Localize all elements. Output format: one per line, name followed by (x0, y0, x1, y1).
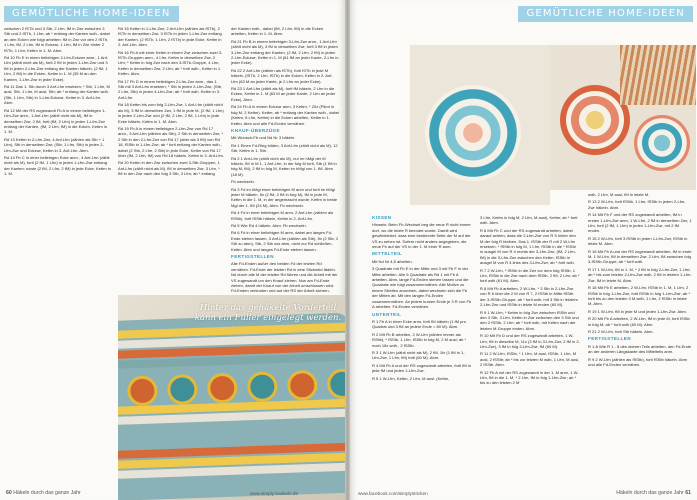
right-page-number: 61 (685, 490, 691, 496)
instruction-paragraph: Rd 21 Fb B in einem beliebigen 3-Lfm-Zwr anm., 1 Anf-Lfm (zählt nicht als M), 3 fM in denselben Zwr, fortl 3 fM in jeden 3-Lfm-Zwr entlang der Kanten, (2 fM, 2 Lfm, 2 fM) in jeden 2-Lfm-Eckzwr, Kettm in 1. M (61 fM an jeder Kante, 2-Lfm in jeder Ecke). (231, 38, 339, 66)
left-column-3 (231, 26, 339, 296)
instruction-paragraph: R 9 1 W-Lfm, * Kettm in folg Zwr zwischen fSStb und den 3 Stb, 3 Lfm, Kettm in Zwr zwischen den 3 Stb und den 2 fSStb, 2 Lfm; ab * fortl wdh, mit Kettm nach der letzten M-Gruppe enden. Abm. (480, 309, 579, 331)
right-page (350, 0, 697, 500)
instruction-paragraph: R 8 Mit Fb A arbeiten, 2 W-Lfm, * 3 Stb in 2-Lfm-Zwr von R 6 über die 2 M von R 7, 2 fSStb in Mitte fSStb der 3-fSStb-Gruppe; ab * fortl wdh, mit 3 Stb in letztem 2-Lfm-Zwr und fSStb in letzte M enden (60 M). (480, 285, 578, 308)
section-heading: KISSEN (372, 215, 392, 220)
instruction-paragraph: Rd 23 1 Anf-Lfm (zählt als M), fortl fM häkeln, 2 Lfm in die Ecken, Kettm in 1. M (63 M an jeder Kante, 2 Lfm an jeder Ecke). Abm. (231, 86, 336, 102)
right-footer-url: www.facebook.com/simplystricken (358, 491, 428, 496)
pillow-photo (118, 295, 345, 500)
instruction-paragraph: R 11 2 W-Lfm, fSStb, * 1 Lfm, M ausl, fSStb, 1 Lfm, M ausl, 2 fSStb; ab * bis zur letzten M wdh, 1 Lfm, M ausl, 2 fSStb. Abm. (480, 351, 580, 368)
instruction-paragraph: R 5 1 W-Lfm, Kettm, 2 Lfm, M ausl. (Kettm, (372, 375, 450, 381)
instruction-paragraph: R 13 2 W-Lfm, fortl fSStb, 1 Lfm, fSStb in jeden 2-Lfm-Zwr häkeln. Abm. (588, 199, 686, 210)
instruction-paragraph: R 14 Mit Fb F und der RS zugewandt arbeiten, fM in ersten 1-Lfm-Zwr anm, 1 W-Lfm, 2 fM in denselben Zwr, 1 Lfm, fortl (2 fM, 1 Lfm) in jeden 1-Lfm-Zwr, mit 2 fM enden. (588, 212, 692, 234)
instruction-paragraph: R 7 2 W-Lfm, * fSStb in die Zwr vor dem folg fSStb, 1 Lfm, fSStb in die Zwr nach dem fSStb, 2 fM, 2 Lfm; ab * fortl wdh (61 M). Abm. (480, 267, 580, 284)
coaster-photo-mid (550, 45, 696, 190)
instruction-paragraph: Rd 10 Fb E in einen beliebigen 2-Lfm-Eckzwr anm., 1 Anf-Lfm (zählt nicht als M), fortl 2 fM in jeden 1-Lfm-Zwr und 3 fM in jeden 2-Lfm-Zwr entlang der Kanten häkeln, (2 fM, 1 Lfm, 2 fM) in die Ecken, Kettm in 1. M (35 M an den Kanten, 1-Lfm-Zwr in jeder Ecke). (4, 55, 109, 82)
instruction-paragraph: Rd 16 Fb A mit einer Kettm in einem Zwr zwischen zwei 3-fSTb-Gruppen anm., 4 Lfm, Kettm in denselben Zwr, 2 Lfm; * Kettm in folg Zwr nach den 3-fSTb-Gruppe, 4 Lfm, Kettm in denselben Zwr, 2 Lfm; ab * fortl wdh., Kettm in 1. Kettm. Abm. (118, 49, 223, 77)
instruction-paragraph: 3 Quadrate mit Fb E in der Mitte und 3 mit Fb F in der Mitte arbeiten. Alle 6 Quadrate als Rd 1 mit Fb A arbeiten. Abm, lange Fd-Enden stehen lassen und die Quadrate wie folgt zusammennähen: Alle Motive zu einem Streifen anordnen, dabei wechseln sich die Fb der Mitten ab. Mit den langen Fd-Enden zusammennähen. An jedem kurzen Ende je 3 R von Fb A arbeiten. Fd-Enden vernähen. (372, 266, 472, 310)
instruction-paragraph: R 3 1 W-Lfm (zählt nicht als M), 2 fM, 1fx (1 fM in 1-Lfm-Zwr, 1 Lfm, fM) fortl (60 M). Abm. (372, 349, 465, 361)
coaster-1 (425, 85, 521, 181)
left-column-1 (4, 26, 111, 179)
left-header-tab: GEMÜTLICHE HOME-IDEEN (4, 6, 179, 22)
instruction-paragraph: Rd 18 Kettm bis zum folg 2-Lfm-Zwr, 1 Anf-Lfm (zählt nicht als M), 3 fM in denselben Zwr, 1 fM in jede M, (2 fM, 1 Lfm) in jeden 2-Lfm-Zwr und (2 fM, 2 Lfm, 2 fM, 1 Lfm) in jede Ecke häkeln, Kettm in 1. M. Abm. (118, 102, 224, 124)
instruction-paragraph: Rd 4 Fd in einer beliebigen M anm, 2 Anf-Lfm (zählen als fSStb), fortl fSStb häkeln, Kettm in 2. Anf-Lfm. (231, 210, 334, 221)
instruction-paragraph: Rd 19 Fb A in einem beliebigen 2-Lfm-Zwr von Rd 17 anm., 3 Anf-Lfm (zählen als Stb), 2 Stb in denselben Zwr, * 2 Stb in den 2-Lfm-Zwr von Rd 17 (aber als 3 fM) von Rd 18, fSStb in 1-Lfm-Zwr; ab * fortl entlang der Kanten wdh., dabei (2 Stb, 2 Lfm, 2 Stb) in jede Ecke, Kettm von Rd 17 über (fM, 2 Lfm, fM) von Rd 18 häkeln. Kettm in 3. Anf-Lfm. (118, 125, 224, 158)
instruction-paragraph: Rd 5 Wie Rd 4 häkeln. Abm. Fb wechseln. (231, 223, 307, 228)
instruction-paragraph: Rd 12 Mit der RS zugewandt Fb A in einem beliebigen 1-Lfm-Zwr anm., 1 Anf-Lfm (zählt nicht als M), fM in denselben Zwr, 2 fM, fortl (fM, 2 Lfm) in jeden 1-Lfm-Zwr entlang der Kanten, (fM, 2 Lfm, fM) in die Ecken, Kettm in 1. M. (4, 107, 108, 135)
right-column-2 (480, 215, 580, 388)
wooden-sticks (620, 45, 696, 105)
instruction-paragraph: R 15 2 W-Lfm, fortl 3 fSStb in jeden 1-Lfm-Zwr, fSStb in letzte M. Abm. (588, 235, 688, 247)
coaster-photo-wide (410, 45, 550, 205)
instruction-paragraph: R 17 1 W-Lfm, fM in 1. M, * 2 fM in folg 2-Lfm-Zwr, 1 Lfm; ab * bis zum letzten 2-Lfm-Zwr wdh, 2 fM in letzten 1-Lfm-Zwr, fM in letzte M. Abm. (588, 266, 692, 283)
instruction-paragraph: Rd 17 Fb D in einem beliebigen 2-Lfm-Zwr anm., das 1. Stb mit 3 Anf-Lfm ersetzen; * Stb in jeden 2-Lfm-Zwr, (Stb, 2 Lfm, Stb) in jeden 4-Lfm-Zwr; ab * fortl wdh. Kettm in 3. Anf-Lfm. (118, 78, 223, 100)
instruction-paragraph: R 1 Fb A in einer Ecke anm, fortl fM häkeln (1 fM pro Quadrat und 3 fM an jedem Ende = 60 M). Abm. (372, 318, 467, 330)
instruction-paragraph: Fb wechseln. (231, 179, 255, 185)
instruction-paragraph: Rd 14 Fb C in einer beliebigen Ecke anm., 4 Anf-Lfm (zählt nicht als M), fortl (2 fM, 1 Lfm) in jeden 1-Lfm-Zwr entlang der Kanten; sowie (2 fM, 2 Lfm, 2 fM) in jede Ecke, Kettm in 1. M. (4, 154, 111, 177)
instruction-paragraph: wdh, 2 Lfm, M ausl, fM in letzte M. (588, 192, 650, 197)
instruction-paragraph: Rd 22 2 Anf-Lfm (zählen als fSTb), fortl fSTb in jede M häkeln, (fSTb, 2 Lfm, fSTb) in die Ecken, Kettm in 2. Anf-Lfm (63 M an jeder Kante, je 2 Lfm an jeder Ecke). (231, 67, 333, 84)
right-header-tab: GEMÜTLICHE HOME-IDEEN (518, 6, 693, 22)
left-page-number: 60 (6, 490, 12, 496)
section-heading: FERTIGSTELLEN (231, 254, 274, 260)
instruction-paragraph: zwischen 2 fSTb und 3 Stb, 2 Lfm, fM in Zwr zwischen 3 Stb und 2 fSTb, 1 Lfm; ab * entlang der Kanten wdh., dabei an den Ecken wie folgt arbeiten: fM in Zwr vor den 2 fSTb, 1 Lfm, fM, 2 Lfm, fM in Eckzwr, 1 Lfm, fM in Zwr hinter 2 fSTb, 1 Lfm; Kettm in 1. M. Abm. (4, 26, 110, 53)
left-footer (6, 490, 81, 496)
instruction-paragraph: Mit Wunsch-Fb und Nd Nr 3 häkeln. (231, 135, 296, 141)
right-footer (616, 490, 691, 496)
instruction-paragraph: Alle Fd-Enden außer den beiden Fd der letzten Rd vernähen. Fd-Ende der letzten Rd in eine Stickneld fädeln. Nd durch alle M der letzten Rd führen und die Arbeit mit der VS zugewandt um den Knauf ziehen. Nun am Fd-Ende ziehen, damit der Knauf von der Arbeit umschlossen wird. Fd-Enden verknoten und auf der RS der Arbeit sichern. (231, 261, 338, 294)
left-page (0, 0, 345, 500)
coaster-3 (634, 115, 690, 171)
instruction-paragraph: Rd 1 Einen Fd-Ring bilden, 3 Anf-Lfm (zählt nicht als M), 12 Stb, Kettm in 1. Stb. (231, 142, 338, 154)
photo-caption: Hinter das gehäkelte Vorderteil kann ein Füller eingelegt werden. (194, 303, 342, 323)
instruction-paragraph: R 6 Mit Fb C und der RS zugewandt arbeiten, dabei darauf achten, dass die 2-Lfm-Zwr von R 5 hinter den M der folg R bleiben. Das 1. fSStb der R mit 2 W-Lfm ersetzen. * fSStb in folg M, 1 Lfm, fSStb in die * fSStb in ausgel M von R 4 rechts der 3-Lfm-Zwr, (fM, 2 Lfm, fM) in die 3-Lfm-Zwr zwischen den Kettm, fSStb in ausgel M von R 4 links des 3-Lfm-Zwr; ab * fortl wdh. (480, 227, 576, 266)
right-column-1 (372, 215, 472, 383)
instruction-paragraph: Rd 13 Kettm in 2-Lfm-Zwr, 4 Anf-Lfm (zählen als Stb + 1 Lfm), Stb in denselben Zwr, (Stb, 1 Lfm, Stb) in jeden 2-Lfm-Zwr und Eckzwr, Kettm in 3. Anf-Lfm. Abm. (4, 136, 105, 153)
instruction-paragraph: R 20 Mit Fb A arbeiten, 2 W-Lfm, fM in jede M, fortl fSStb in folg M; ab * fortl wdh (60 M). Abm. (588, 316, 690, 327)
instruction-paragraph: der Kanten wdh., dabei (fM, 2 Lfm, fM) in die Ecken arbeiten, Kettm in 1. M. Abm. (231, 26, 324, 37)
instruction-paragraph: R 19 1 W-Lfm, fM in jede M und jeden 1-Lfm-Zwr. Abm. (588, 308, 687, 314)
crochet-cushion (118, 313, 345, 500)
instruction-paragraph: R 4 Mit Fb A und der RS zugewandt arbeiten, fortl fM in jede fM und jeden 1-Lfm-Zwr. (372, 362, 471, 374)
instruction-paragraph: Rd 24 Fb A in einem Eckzwr anm, 3 Kettm, * 20x (Pikot in folg M, 2 Kettm). Kettm; ab * entlang der Kanten wdh., dabei (Kettm, 6 Lfm, Kettm) in die Ecken arbeiten, Kettm in 1. Kettm. Abm und alle Fd-Enden vernähen. (231, 104, 339, 126)
instruction-paragraph: Rd 6 Fd in einer beliebigen M anm, dabei am langen Fd-Ende stehen lassen, 3 Anf-Lfm (zählen als Stb), 5x (2 Stb, 2 Stb zu abm), Stb, 2 Stb zus abm, nicht zur Rd schließen, Kettm. Abm und langes Fd-Ende stehen lassen. (231, 230, 339, 252)
instruction-paragraph: Rd 2 1 Anf-Lfm (zählt nicht als M), nur im hMgl der M häkeln, fM in M 1, 1 Anf-Lfm, in der folg M fortl, Stb (1 fM in folg M, fM), 2 fM in folg M, Kettm im hMgl von 1. fM. Abm (18 M). (231, 155, 337, 177)
instruction-paragraph: Rd 20 Kettm in den Zwr zwischen zwei 3-Stb-Gruppen, 1 Anf-Lfm (zählt nicht als M), fM in denselben Zwr, 3 Lfm, * fM in den Zwr nach den folg 3 Stb, 3 Lfm; ab * entlang (118, 160, 220, 177)
instruction-paragraph: R 12 Fb A mit der RS zugewandt in der 1. M anm, 1 W-Lfm, fM in die 1. M, * 2 Lfm, fM in folg 1-Lfm-Zwr; ab * bis zu den letzten 2 M (480, 369, 579, 386)
section-heading: FERTIGSTELLEN (588, 336, 631, 342)
instruction-paragraph: 3 Lfm, Kettm in folg M, 2 Lfm, M ausl), Kettm; ab * fortl wdh. Abm. (480, 215, 578, 226)
section-heading: KNAUF-ÜBERZÜGE (231, 127, 280, 133)
section-heading: UNTERTEIL (372, 311, 402, 317)
instruction-paragraph: Rd 15 Kettm in 1-Lfm-Zwr, 2 Anf-Lfm (zählen als fSTb), 2 fSTb in denselben Zwr, 3 fSTb in jeden 1-Lfm-Zwr entlang der Kanten, (2 fSTb, 1 Lfm, 2 fSTb) in jede Ecke, Kettm in 2. Anf-Lfm. Abm. (118, 26, 222, 48)
instruction-paragraph: R 16 Mit Fb A und der RS zugewandt arbeiten, fM in erste M, 1 W-Lfm, fM in derselben Zwr, 2 Lfm, fM zwischen folg 3-fSStb-Gruppe; ab * fortl wdh. (588, 248, 692, 265)
instruction-paragraph: R 18 Mit Fb E arbeiten, 2 W-Lfm, fSStb in 1. M, 1 Lfm, 2 fSStb in folg 1-Lfm-Zwr, fortl fSStb in folg 1-Lfm-Zwr; ab * fortl bis zu den letzten 3 M wdh, 1 Lfm, 2 fSStb in letzte M. Abm. (588, 285, 691, 307)
instruction-paragraph: R 21 2 W-Lfm, fortl Stb häkeln. Abm. (588, 328, 654, 334)
instruction-paragraph: Rd 11 Das 1. Stb durch 3 Anf-Lfm ersetzen; * Stb, 1 Lfm, M ausl, Stb, 1 Lfm, M ausl, Stb; ab * entlang der Kanten wdh. (Stb, 1 Lfm, Stb) in 1-Lfm-Eckzwr, Kettm in 3. Anf-Lfm. Abm. (4, 84, 110, 106)
instruction-paragraph: Hinweis: Beim Fb-Wechsel beg die neue R nicht immer dort, wo die letzte R beendet wurde. Damit wird gewährleistet, dass eine bestimmte Seite der M auf der VS zu sehen ist. Sofern nicht anders angegeben, die neue Fb auf der VS in der 1. M einer R anm. (372, 222, 471, 250)
left-footer-url: www.simply-haekeln.de (250, 491, 298, 496)
right-footer-title: Häkeln durch das ganze Jahr (616, 490, 684, 496)
instruction-paragraph: Rd 3 Fd im hMgl einer beliebigen M anm und fortl im hMgl jeder M häkeln. 5x (2 fM, 2 fM in folg M), fM in jede M, Kettm in die 1. M, in der angemascht wurde, Kettm in beide Mgl der 1. fM (24 M). Abm. Fb wechseln. (231, 186, 338, 208)
instruction-paragraph: R 10 Mit Fb D und der RS zugewandt arbeiten, 1 W-Lfm, fM in dieselbe M, 11x (3 fM in 3-Lfm-Zwr, 2 fM in 2-Lfm-Zwr), 3 fM in folg 3-Lfm-Zwr, fM (60 M). (480, 333, 581, 349)
left-footer-title: Häkeln durch das ganze Jahr (13, 490, 81, 496)
left-column-2 (118, 26, 224, 179)
section-heading: MITTELTEIL (372, 251, 403, 257)
instruction-paragraph: R 9 2 W-Lfm (zählen als fSStb), fortl fSStb häkeln. Abm und alle Fd-Enden vernähen. (588, 356, 688, 367)
instruction-paragraph: Mit Nd Nr 4,5 arbeiten. (372, 258, 413, 264)
right-column-3 (588, 192, 692, 369)
instruction-paragraph: R 1-8 Wie R 1 - 8 des oberen Teils arbeiten, den Fd-Ende an der anderen Längskante des Mittelteils anm. (588, 343, 692, 355)
instruction-paragraph: R 2 Mit Fb B arbeiten, 2 W-Lfm (zählen immer als fSStb), * fSStb, 1 Lfm, fSStb in folg M, 2 M ausl; ab * noch 18x wdh., 2 fSStb. (372, 331, 467, 348)
